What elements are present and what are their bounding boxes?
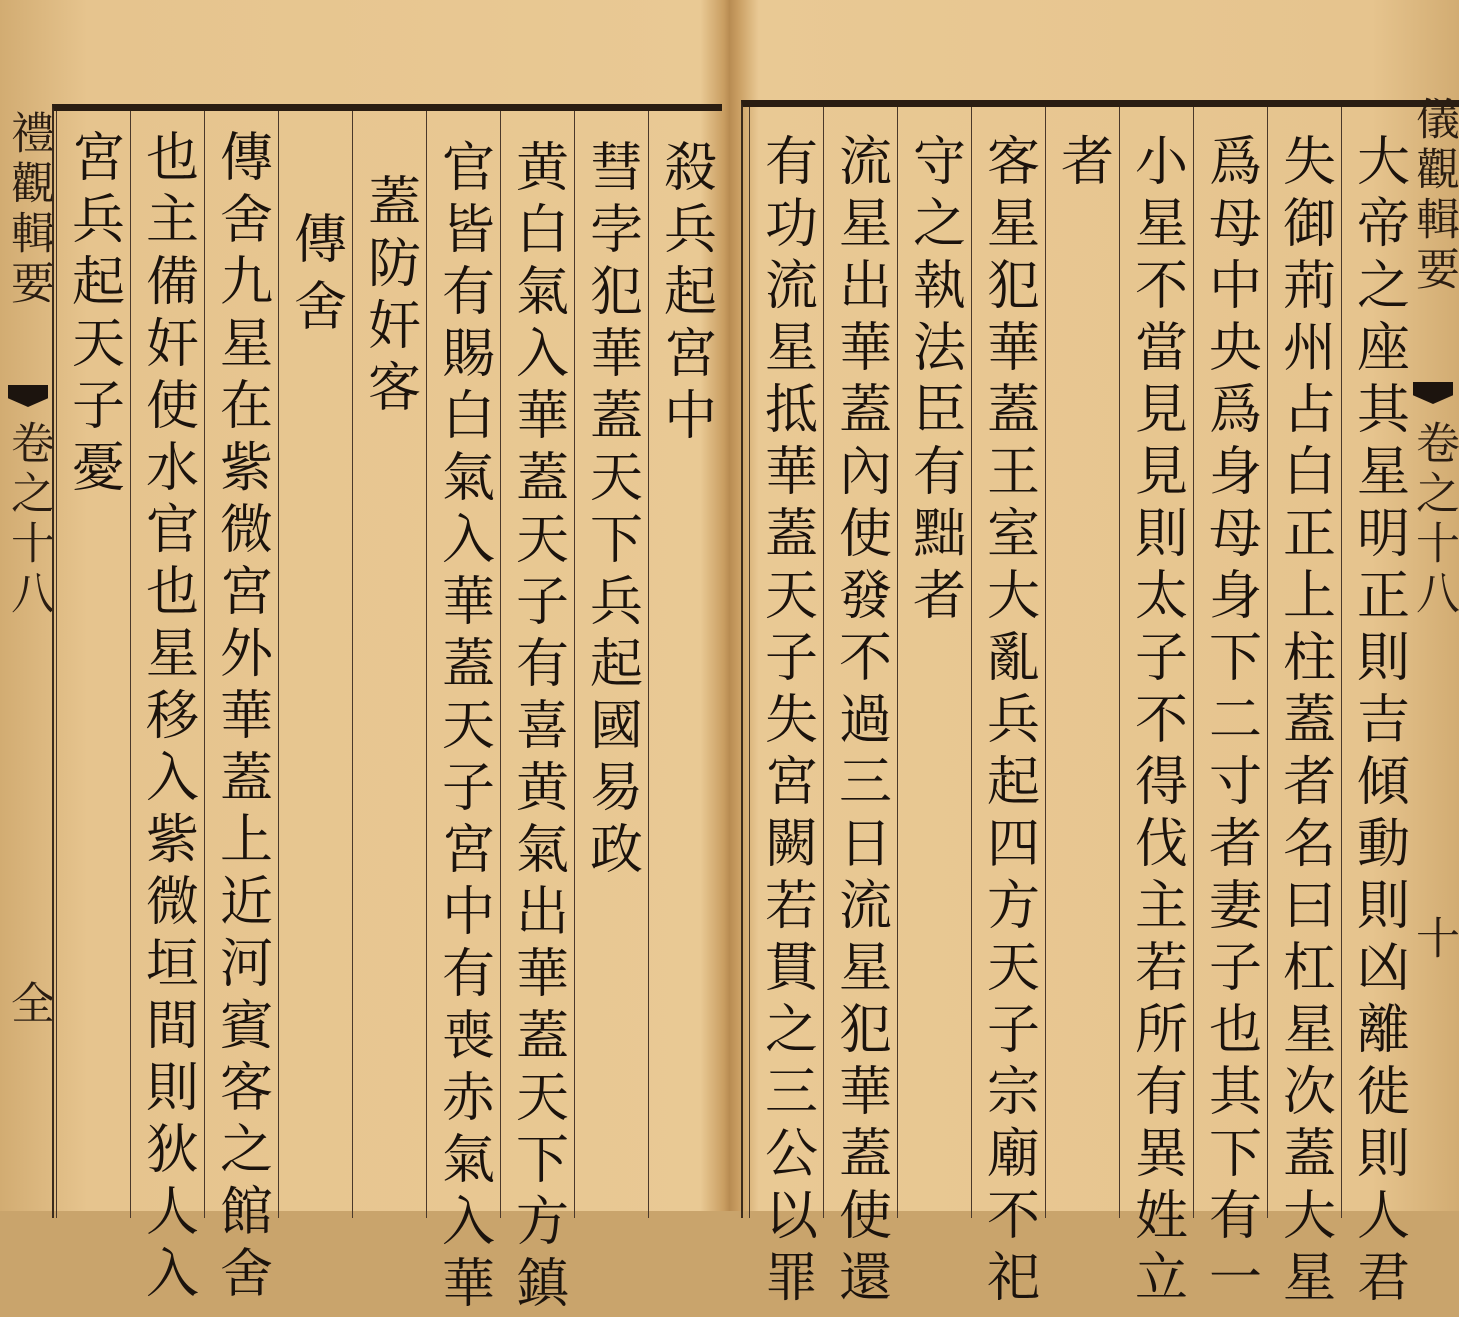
text-column (500, 111, 574, 1317)
left-page-margin (4, 110, 52, 1211)
text-column (352, 111, 426, 1218)
right-folio: 十 (1408, 915, 1459, 965)
column-text: 大帝之座其星明正則吉傾動則凶離徙則人君 (1348, 133, 1410, 1311)
text-column (648, 111, 722, 1218)
column-text: 宮兵起天子憂 (63, 129, 125, 501)
text-column (1267, 107, 1341, 1311)
text-column (1045, 107, 1119, 1218)
column-text: 也主備奸使水官也星移入紫微垣間則狄人入 (137, 129, 199, 1307)
fish-tail-mark (1413, 382, 1453, 404)
left-folio: 全 (3, 980, 54, 1030)
text-column (426, 111, 500, 1317)
text-column (823, 107, 897, 1311)
column-text: 有功流星抵華蓋天子失宮闕若貫之三公以罪 (756, 133, 818, 1311)
text-column (749, 107, 823, 1311)
right-page-margin (1408, 0, 1459, 1211)
text-column (1193, 107, 1267, 1311)
right-book-title: 儀觀輯要 (1408, 96, 1459, 296)
column-text: 守之執法臣有黜者 (904, 133, 966, 629)
right-volume: 卷之十八 (1408, 420, 1459, 620)
text-column (574, 111, 648, 1218)
text-column (130, 111, 204, 1307)
right-page (733, 0, 1459, 1311)
column-text: 彗孛犯華蓋天下兵起國易政 (581, 139, 643, 883)
text-column (1119, 107, 1193, 1311)
text-column (897, 107, 971, 1218)
text-column (278, 111, 352, 1218)
left-book-title: 禮觀輯要 (3, 110, 54, 310)
left-text-frame (52, 104, 722, 1317)
column-text: 爲母中央爲身母身下二寸者妻子也其下有一 (1200, 133, 1262, 1311)
text-column (971, 107, 1045, 1311)
column-text: 官皆有賜白氣入華蓋天子宮中有喪赤氣入華 (433, 139, 495, 1317)
column-text: 流星出華蓋內使發不過三日流星犯華蓋使還 (830, 133, 892, 1311)
left-volume: 卷之十八 (3, 420, 54, 620)
column-text: 失御荊州占白正上柱蓋者名曰杠星次蓋大星 (1274, 133, 1336, 1311)
column-text: 蓋防奸客 (359, 173, 421, 421)
column-text: 小星不當見見則太子不得伐主若所有異姓立 (1126, 133, 1188, 1311)
column-text: 殺兵起宮中 (655, 139, 717, 449)
section-heading: 傳舍 (285, 211, 347, 345)
column-text: 黄白氣入華蓋天子有喜黄氣出華蓋天下方鎮 (507, 139, 569, 1317)
text-column (56, 111, 130, 1218)
fish-tail-mark (8, 385, 48, 407)
column-text: 傳舍九星在紫微宮外華蓋上近河賓客之館舍 (211, 129, 273, 1307)
text-column (204, 111, 278, 1307)
column-text: 者 (1052, 133, 1114, 195)
right-text-frame (741, 100, 1459, 1311)
left-page (0, 0, 725, 1317)
column-text: 客星犯華蓋王室大亂兵起四方天子宗廟不祀 (978, 133, 1040, 1311)
